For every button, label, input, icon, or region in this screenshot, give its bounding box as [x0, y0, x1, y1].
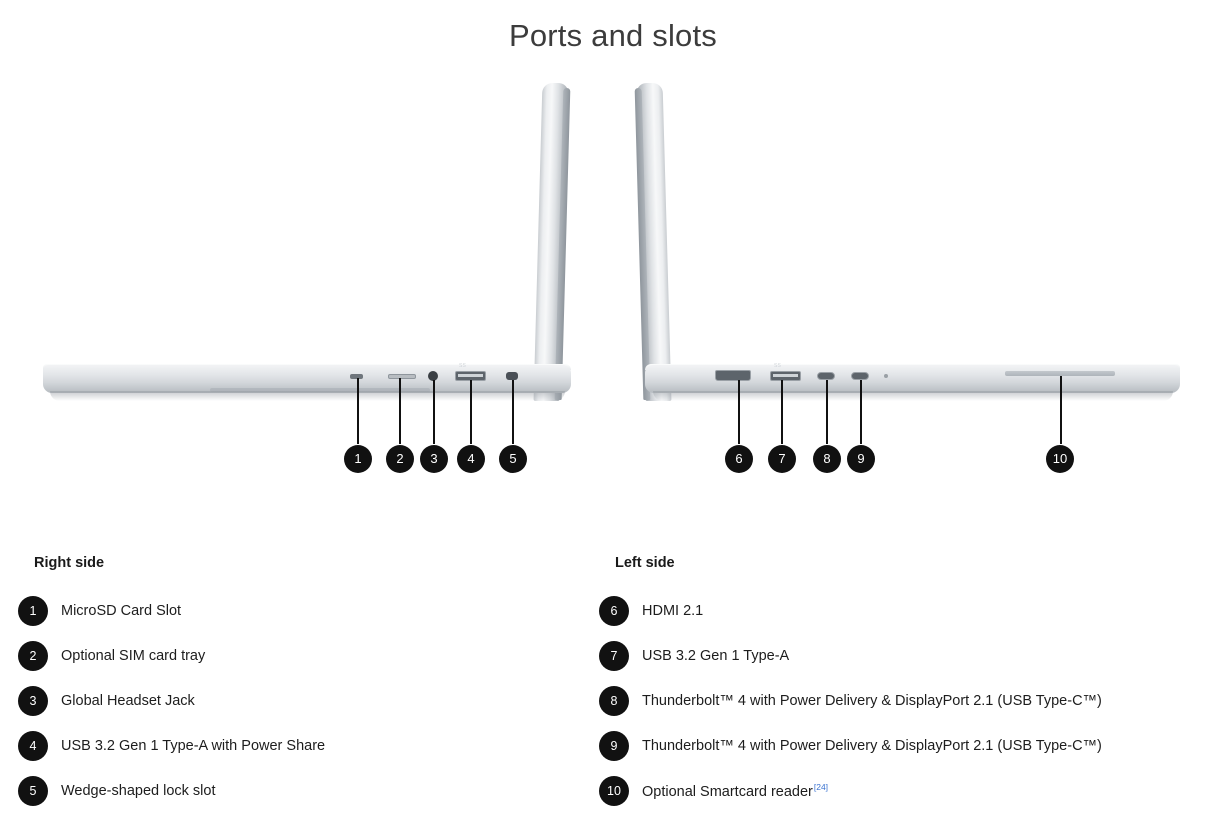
callout-bubble-2: 2 — [386, 445, 414, 473]
list-item — [599, 768, 1199, 813]
leader-line-5 — [512, 380, 514, 444]
legend-label-10 — [642, 782, 828, 800]
footnote-marker-24[interactable]: [24] — [813, 781, 829, 792]
callout-bubble-3: 3 — [420, 445, 448, 473]
list-item — [599, 633, 1199, 678]
list-item — [599, 588, 1199, 633]
legend-heading-left: Left side — [615, 555, 675, 571]
leader-line-10 — [1060, 376, 1062, 444]
legend-number-7: 7 — [599, 641, 629, 671]
legend-label-2: Optional SIM card tray — [61, 647, 206, 664]
leader-line-9 — [860, 380, 862, 444]
legend-label-8: Thunderbolt™ 4 with Power Delivery & DisplayPort 2.1 (USB Type-C™) — [642, 692, 1102, 709]
list-item — [18, 633, 578, 678]
list-item — [18, 768, 578, 813]
legend-label-3: Global Headset Jack — [61, 692, 195, 709]
leader-line-2 — [399, 378, 401, 444]
callout-bubble-7: 7 — [768, 445, 796, 473]
callout-bubble-6: 6 — [725, 445, 753, 473]
status-led — [884, 374, 888, 378]
callout-bubble-4: 4 — [457, 445, 485, 473]
list-item — [18, 588, 578, 633]
legend-number-8: 8 — [599, 686, 629, 716]
sim-card-tray-port — [388, 374, 416, 379]
leader-line-4 — [470, 380, 472, 444]
laptop-right-side-view — [40, 70, 600, 410]
legend-right-side — [18, 555, 578, 813]
callout-bubble-10: 10 — [1046, 445, 1074, 473]
legend-number-5: 5 — [18, 776, 48, 806]
ports-illustration — [0, 70, 1226, 490]
legend-label-7: USB 3.2 Gen 1 Type-A — [642, 647, 790, 664]
usb-type-a-port — [770, 371, 801, 381]
legend-heading-right: Right side — [34, 555, 105, 571]
legend-label-6: HDMI 2.1 — [642, 602, 704, 619]
legend-label-4: USB 3.2 Gen 1 Type-A with Power Share — [61, 737, 326, 754]
usb-port-marking-left: SS — [774, 363, 782, 369]
laptop-left-side-view — [605, 70, 1190, 410]
legend-label-5: Wedge-shaped lock slot — [61, 782, 216, 799]
leader-line-1 — [357, 378, 359, 444]
hdmi-port — [715, 370, 751, 381]
legend-number-9: 9 — [599, 731, 629, 761]
usb-port-marking: SS — [459, 363, 467, 369]
page-title: Ports and slots — [508, 18, 718, 53]
callout-bubble-8: 8 — [813, 445, 841, 473]
laptop-shadow-right — [50, 391, 565, 401]
thunderbolt-port-2 — [851, 372, 869, 380]
wedge-lock-slot-port — [506, 372, 518, 380]
leader-line-3 — [433, 380, 435, 444]
thunderbolt-port-1 — [817, 372, 835, 380]
legend — [0, 555, 1226, 837]
leader-line-6 — [738, 380, 740, 444]
callout-bubble-9: 9 — [847, 445, 875, 473]
list-item — [18, 723, 578, 768]
list-item — [599, 678, 1199, 723]
legend-number-6: 6 — [599, 596, 629, 626]
callout-bubble-1: 1 — [344, 445, 372, 473]
leader-line-8 — [826, 380, 828, 444]
legend-label-9: Thunderbolt™ 4 with Power Delivery & DisplayPort 2.1 (USB Type-C™) — [642, 737, 1102, 754]
leader-line-7 — [781, 380, 783, 444]
laptop-shadow-left — [653, 391, 1173, 401]
legend-number-2: 2 — [18, 641, 48, 671]
legend-number-3: 3 — [18, 686, 48, 716]
list-item — [18, 678, 578, 723]
legend-number-1: 1 — [18, 596, 48, 626]
legend-left-side — [599, 555, 1199, 813]
legend-label-1: MicroSD Card Slot — [61, 602, 182, 619]
callout-bubble-5: 5 — [499, 445, 527, 473]
legend-number-10: 10 — [599, 776, 629, 806]
list-item — [599, 723, 1199, 768]
legend-label-10-text: Optional Smartcard reader — [642, 783, 813, 800]
legend-number-4: 4 — [18, 731, 48, 761]
